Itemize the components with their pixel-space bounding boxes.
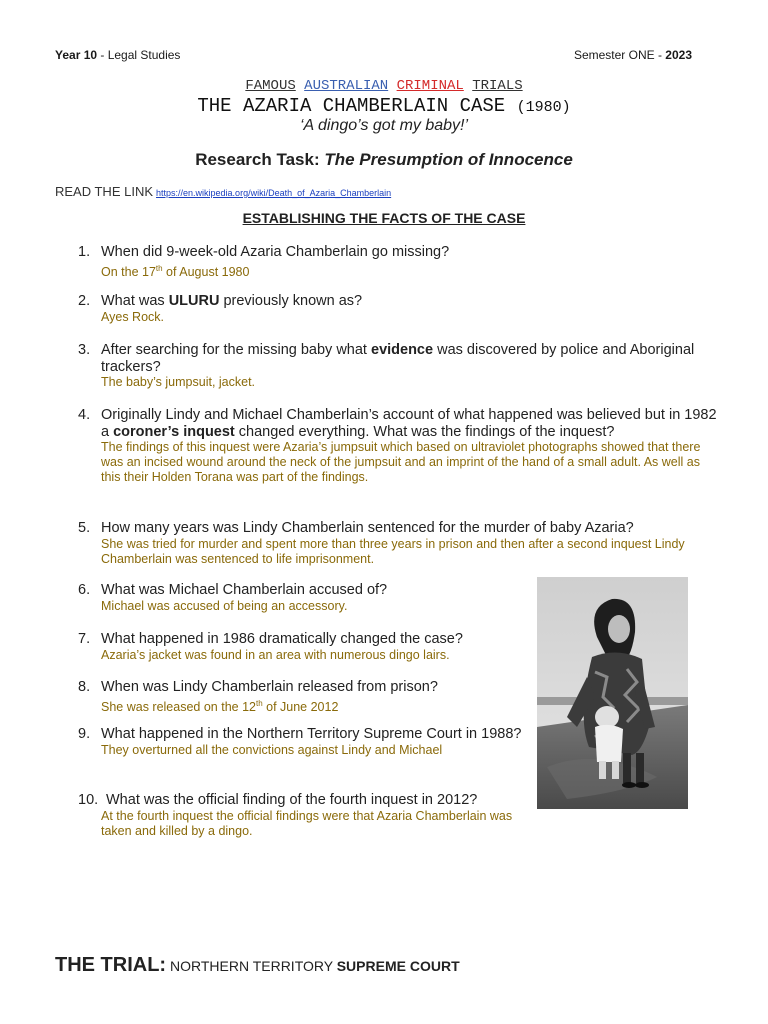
answer-9: They overturned all the convictions against Lindy and Michael — [101, 742, 443, 757]
answer-7: Azaria’s jacket was found in an area with numerous dingo lairs. — [101, 647, 450, 662]
question-9: 9. What happened in the Northern Territory Supreme Court in 1988? They overturned all the convictions against Lindy and Michael — [78, 726, 528, 758]
answer-2: Ayes Rock. — [101, 309, 164, 324]
answer-8: She was released on the 12th of June 2012 — [101, 698, 339, 714]
answer-5: She was tried for murder and spent more than three years in prison and then after a second inquest Lindy Chamberlain was sentenced to life imprisonment. — [101, 536, 685, 566]
course-label: Year 10 - Legal Studies — [55, 48, 181, 62]
section-heading: ESTABLISHING THE FACTS OF THE CASE — [242, 210, 526, 226]
wikipedia-link[interactable]: https://en.wikipedia.org/wiki/Death_of_Azaria_Chamberlain — [156, 188, 392, 198]
answer-10: At the fourth inquest the official findings were that Azaria Chamberlain was taken and killed by a dingo. — [101, 808, 513, 838]
question-2: 2. What was ULURU previously known as? Ayes Rock. — [78, 293, 718, 325]
question-5: 5. How many years was Lindy Chamberlain sentenced for the murder of baby Azaria? She was tried for murder and spent more than three years in prison and then after a second inquest Lindy Chamberlain was sentenced to life imprisonment. — [78, 520, 718, 567]
research-task-heading: Research Task: The Presumption of Innocence — [195, 150, 573, 169]
question-8: 8. When was Lindy Chamberlain released from prison? She was released on the 12th of June 2012 — [78, 679, 528, 715]
case-title: THE AZARIA CHAMBERLAIN CASE (1980) — [197, 95, 571, 117]
question-1: 1. When did 9-week-old Azaria Chamberlain go missing? On the 17th of August 1980 — [78, 244, 718, 280]
question-10: 10. What was the official finding of the fourth inquest in 2012? At the fourth inquest the official findings were that Azaria Chamberlain was taken and killed by a dingo. — [78, 792, 528, 839]
answer-3: The baby’s jumpsuit, jacket. — [101, 375, 256, 389]
case-quote: ‘A dingo’s got my baby!’ — [299, 117, 469, 134]
question-7: 7. What happened in 1986 dramatically changed the case? Azaria’s jacket was found in an area with numerous dingo lairs. — [78, 631, 528, 663]
semester-label: Semester ONE - 2023 — [573, 48, 692, 62]
chamberlain-photo — [537, 577, 688, 809]
answer-4: The findings of this inquest were Azaria’s jumpsuit which based on ultraviolet photographs showed that there was an incised wound around the neck of the jumpsuit and an imprint of the hand of a small adult. As well as this their Holden Torana was part of the findings. — [101, 440, 701, 484]
question-3: 3. After searching for the missing baby what evidence was discovered by police and Aboriginal trackers? The baby’s jumpsuit, jacket. — [78, 342, 718, 390]
question-6: 6. What was Michael Chamberlain accused of? Michael was accused of being an accessory. — [78, 582, 528, 614]
answer-1: On the 17th of August 1980 — [101, 263, 250, 279]
trial-heading: THE TRIAL: NORTHERN TERRITORY SUPREME COURT — [55, 954, 460, 976]
question-4: 4. Originally Lindy and Michael Chamberlain’s account of what happened was believed but in 1982 a coroner’s inquest changed everything. What was the findings of the inquest? The findings of this inquest were Azaria’s jumpsuit which based on ultraviolet photographs showed that there was an incised wound around the neck of the jumpsuit and an imprint of the hand of a small adult. As well as this their Holden Torana was part of the findings. — [78, 407, 717, 484]
answer-6: Michael was accused of being an accessory. — [101, 598, 348, 613]
read-link-line: READ THE LINK https://en.wikipedia.org/wiki/Death_of_Azaria_Chamberlain — [55, 184, 392, 199]
series-title: FAMOUS AUSTRALIAN CRIMINAL TRIALS — [245, 78, 523, 94]
